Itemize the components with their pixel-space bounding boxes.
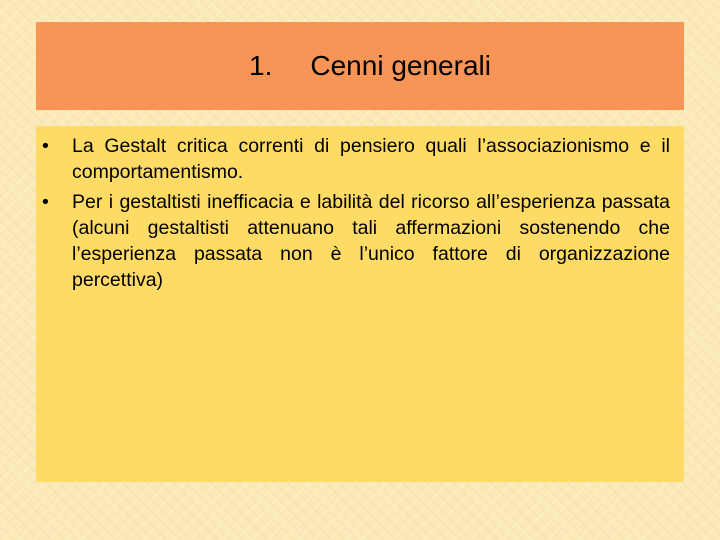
title-number: 1. [249,50,273,81]
bullet-item [36,189,670,293]
title-bar [36,22,684,110]
bullet-text: La Gestalt critica correnti di pensiero quali l’associazionismo e il comportamentismo. [72,135,670,183]
content-box [36,126,684,482]
bullet-list [36,133,670,293]
bullet-item [36,133,670,185]
bullet-icon: • [42,135,49,157]
page-title: Cenni generali [310,50,491,81]
bullet-text: Per i gestaltisti inefficacia e labilità del ricorso all’esperienza passata (alcuni gestaltisti attenuano tali affermazioni sostenendo che l’esperienza passata non è l’unico fattore di organizzazione percettiva) [72,191,670,291]
bullet-icon: • [42,191,49,213]
